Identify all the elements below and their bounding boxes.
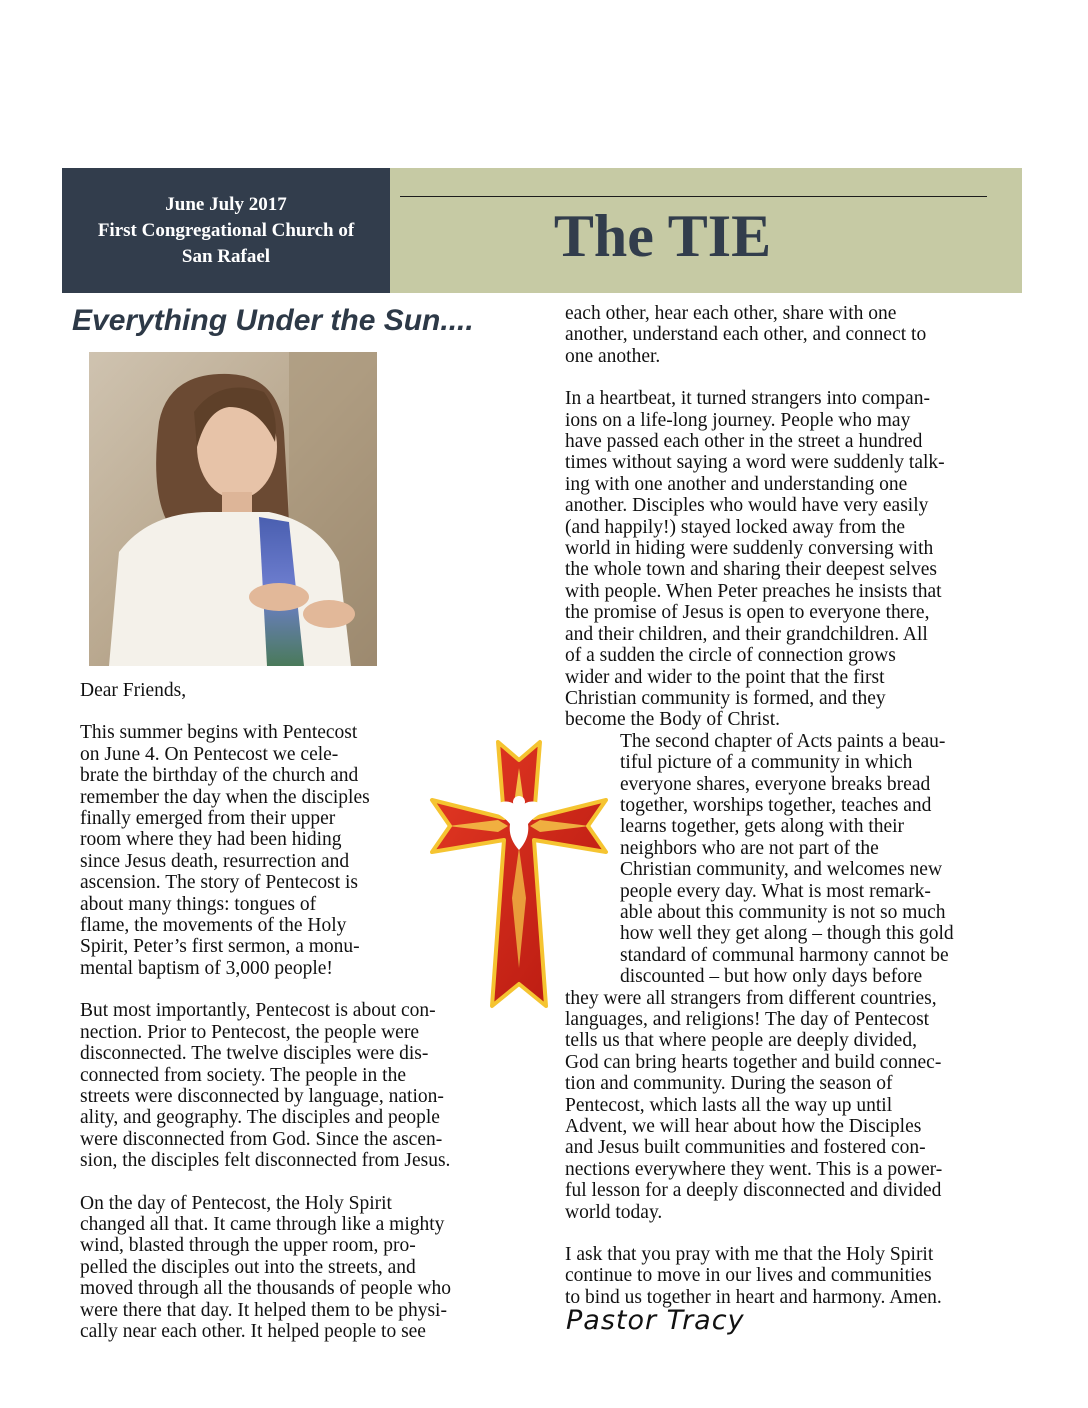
text-line: ions on a life-long journey. People who may <box>565 409 911 431</box>
text-line: Spirit, Peter’s first sermon, a monu- <box>80 936 360 958</box>
text-line: standard of communal harmony cannot be <box>620 944 949 966</box>
article-title: Everything Under the Sun.... <box>72 304 474 337</box>
text-line: tiful picture of a community in which <box>620 752 913 774</box>
issue-date: June July 2017 <box>165 193 287 215</box>
text-line: they were all strangers from different countries, <box>565 987 937 1009</box>
text-line: become the Body of Christ. <box>565 709 781 731</box>
text-line: God can bring hearts together and build connec- <box>565 1051 942 1073</box>
text-line: brate the birthday of the church and <box>80 765 359 787</box>
text-line: ful lesson for a deeply disconnected and divided <box>565 1180 942 1202</box>
text-line: the promise of Jesus is open to everyone there, <box>565 602 930 624</box>
text-line: world today. <box>565 1201 663 1223</box>
text-line: sion, the disciples felt disconnected from Jesus. <box>80 1150 451 1172</box>
text-line: on June 4. On Pentecost we cele- <box>80 743 339 765</box>
text-line: world in hiding were suddenly conversing with <box>565 538 934 560</box>
text-line: nections everywhere they went. This is a power- <box>565 1158 943 1180</box>
text-line: ing with one another and understanding one <box>565 473 908 495</box>
text-line: have passed each other in the street a hundred <box>565 431 923 453</box>
text-line: On the day of Pentecost, the Holy Spirit <box>80 1192 392 1214</box>
text-line: Christian community, and welcomes new <box>620 859 943 881</box>
text-line: Christian community is formed, and they <box>565 687 886 709</box>
text-line: everyone shares, everyone breaks bread <box>620 773 931 795</box>
pastor-photo-icon <box>89 352 377 666</box>
text-line: since Jesus death, resurrection and <box>80 850 350 872</box>
pastor-signature: Pastor Tracy <box>566 1305 745 1336</box>
text-line: learns together, gets along with their <box>620 816 905 838</box>
text-line: pelled the disciples out into the streets, and <box>80 1256 416 1278</box>
text-line: another. Disciples who would have very easily <box>565 495 929 517</box>
masthead-block <box>390 168 1022 293</box>
text-line: But most importantly, Pentecost is about con- <box>80 1000 436 1022</box>
church-name-line1: First Congregational Church of <box>97 219 355 241</box>
text-line: flame, the movements of the Holy <box>80 915 347 937</box>
text-line: continue to move in our lives and communities <box>565 1265 932 1287</box>
newsletter-title: The TIE <box>553 203 772 269</box>
text-line: and their children, and their grandchildren. All <box>565 623 928 645</box>
text-line: mental baptism of 3,000 people! <box>80 957 333 979</box>
text-line: able about this community is not so much <box>620 901 946 923</box>
text-line: one another. <box>565 345 661 367</box>
text-line: discounted – but how only days before <box>620 966 923 988</box>
text-line: with people. When Peter preaches he insists that <box>565 580 942 602</box>
text-line: ascension. The story of Pentecost is <box>80 872 359 894</box>
text-line: cally near each other. It helped people to see <box>80 1320 426 1342</box>
church-name-line2: San Rafael <box>181 245 271 267</box>
text-line: ality, and geography. The disciples and people <box>80 1107 440 1129</box>
text-line: about many things: tongues of <box>80 893 317 915</box>
text-line: disconnected. The twelve disciples were dis- <box>80 1043 429 1065</box>
text-line: the whole town and sharing their deepest selves <box>565 559 938 581</box>
text-line: connected from society. The people in the <box>80 1064 406 1086</box>
text-line: The second chapter of Acts paints a beau- <box>620 730 946 752</box>
text-line: Pentecost, which lasts all the way up until <box>565 1094 893 1116</box>
text-line: In a heartbeat, it turned strangers into compan- <box>565 388 930 410</box>
text-line: people every day. What is most remark- <box>620 880 931 902</box>
text-line: were disconnected from God. Since the ascen- <box>80 1128 443 1150</box>
text-line: tion and community. During the season of <box>565 1073 893 1095</box>
text-line: finally emerged from their upper <box>80 808 336 830</box>
salutation: Dear Friends, <box>80 680 187 701</box>
text-line: This summer begins with Pentecost <box>80 722 358 744</box>
header-info-block <box>62 168 390 293</box>
text-line: how well they get along – though this gold <box>620 923 954 945</box>
text-line: languages, and religions! The day of Pentecost <box>565 1009 930 1030</box>
masthead-rule <box>400 196 987 197</box>
article-right-column <box>565 303 1025 1308</box>
text-line: to bind us together in heart and harmony. Amen. <box>565 1286 942 1308</box>
text-line: streets were disconnected by language, nation- <box>80 1085 444 1107</box>
text-line: neighbors who are not part of the <box>620 837 879 859</box>
text-line: were there that day. It helped them to be physi- <box>80 1299 447 1321</box>
pentecost-cross-icon <box>428 738 610 1012</box>
text-line: (and happily!) stayed locked away from the <box>565 516 906 538</box>
text-line: room where they had been hiding <box>80 829 342 851</box>
text-line: wider and wider to the point that the first <box>565 666 885 688</box>
text-line: each other, hear each other, share with one <box>565 303 897 324</box>
text-line: tells us that where people are deeply divided, <box>565 1030 917 1052</box>
text-line: of a sudden the circle of connection grows <box>565 645 896 667</box>
text-line: times without saying a word were suddenly talk- <box>565 452 945 474</box>
text-line: and Jesus built communities and fostered con- <box>565 1137 926 1159</box>
text-line: remember the day when the disciples <box>80 786 370 808</box>
text-line: Advent, we will hear about how the Disciples <box>565 1116 922 1138</box>
text-line: wind, blasted through the upper room, pro- <box>80 1235 416 1257</box>
text-line: changed all that. It came through like a mighty <box>80 1213 445 1235</box>
text-line: moved through all the thousands of people who <box>80 1278 451 1300</box>
text-line: another, understand each other, and connect to <box>565 324 927 346</box>
text-line: together, worships together, teaches and <box>620 794 932 816</box>
text-line: nection. Prior to Pentecost, the people were <box>80 1021 419 1043</box>
text-line: I ask that you pray with me that the Holy Spirit <box>565 1244 934 1266</box>
